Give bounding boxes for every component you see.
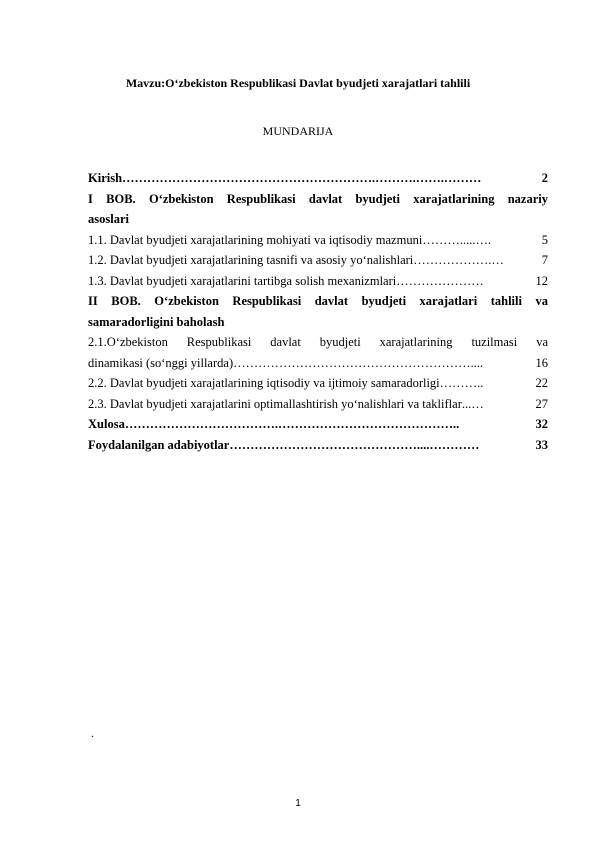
toc-leader-dots: ……….....….: [422, 232, 492, 247]
toc-entry-2-3[interactable]: [88, 394, 548, 415]
toc-page-number: 5: [541, 232, 548, 247]
toc-leader-dots: …………………………………………………....: [233, 355, 484, 370]
toc-entry-label: 1.3. Davlat byudjeti xarajatlarini tartibga solish mexanizmlari: [88, 273, 397, 288]
toc-entry-2-2[interactable]: [88, 373, 548, 394]
toc-entry-1-3[interactable]: [88, 271, 548, 292]
toc-page-number: 2: [541, 171, 548, 185]
toc-leader-dots: ………..: [439, 376, 484, 390]
toc-entry-label: 2.2. Davlat byudjeti xarajatlarining iqtisodiy va ijtimoiy samaradorligi: [88, 376, 440, 390]
toc-entry-xulosa[interactable]: [88, 414, 548, 435]
toc-page-number: 12: [535, 273, 548, 288]
toc-page-number: 22: [535, 376, 548, 390]
toc-leader-dots: ……………………………….……………………………………..: [124, 417, 460, 431]
toc-entry-label: 1.1. Davlat byudjeti xarajatlarining mohiyati va iqtisodiy mazmuni: [88, 232, 423, 247]
toc-heading: MUNDARIJA: [262, 124, 334, 138]
toc-entry-label: Foydalanilgan adabiyotlar: [88, 437, 230, 452]
toc-chapter-2-heading[interactable]: II BOB. O‘zbekiston Respublikasi davlat byudjeti xarajatlari tahlili va: [88, 294, 548, 308]
toc-leader-dots: ………………………………………....…………: [229, 437, 480, 452]
toc-entry-2-1[interactable]: 2.1.O‘zbekiston Respublikasi davlat byudjeti xarajatlarining tuzilmasi va: [88, 335, 548, 349]
toc-leader-dots: ...…: [461, 396, 484, 411]
toc-chapter-1-heading-cont[interactable]: asoslari: [88, 212, 129, 226]
toc-entry-1-2[interactable]: [88, 250, 548, 271]
topic-title: Mavzu:O‘zbekiston Respublikasi Davlat byudjeti xarajatlari tahlili: [125, 76, 471, 90]
toc-page-number: 7: [541, 253, 548, 267]
stray-period: .: [91, 726, 94, 740]
toc-leader-dots: ……………….…: [413, 253, 504, 267]
toc-entry-label: Xulosa: [88, 417, 125, 431]
toc-entry-label: Kirish: [88, 171, 123, 185]
toc-page-number: 32: [535, 417, 548, 431]
toc-page-number: 33: [535, 437, 548, 452]
toc-entry-2-1-cont[interactable]: [88, 353, 548, 374]
toc-page-number: 27: [535, 396, 548, 411]
toc-leader-dots: …………………: [396, 273, 484, 288]
toc-page-number: 16: [535, 355, 548, 370]
table-of-contents: [88, 168, 548, 455]
toc-entry-adabiyotlar[interactable]: [88, 435, 548, 456]
toc-entry-label: 2.3. Davlat byudjeti xarajatlarini optimallashtirish yo‘nalishlari va takliflar: [88, 396, 462, 411]
toc-chapter-1-heading[interactable]: I BOB. O‘zbekiston Respublikasi davlat byudjeti xarajatlarining nazariy: [88, 191, 548, 206]
toc-entry-label: 1.2. Davlat byudjeti xarajatlarining tasnifi va asosiy yo‘nalishlari: [88, 253, 414, 267]
toc-entry-1-1[interactable]: [88, 230, 548, 251]
toc-chapter-2-heading-cont[interactable]: samaradorligini baholash: [88, 314, 225, 329]
toc-leader-dots: …………………………………………………….……….…….………: [122, 171, 482, 185]
page-number: 1: [295, 798, 301, 809]
toc-entry-kirish[interactable]: [88, 168, 548, 189]
toc-entry-label: dinamikasi (so‘nggi yillarda): [88, 355, 234, 370]
